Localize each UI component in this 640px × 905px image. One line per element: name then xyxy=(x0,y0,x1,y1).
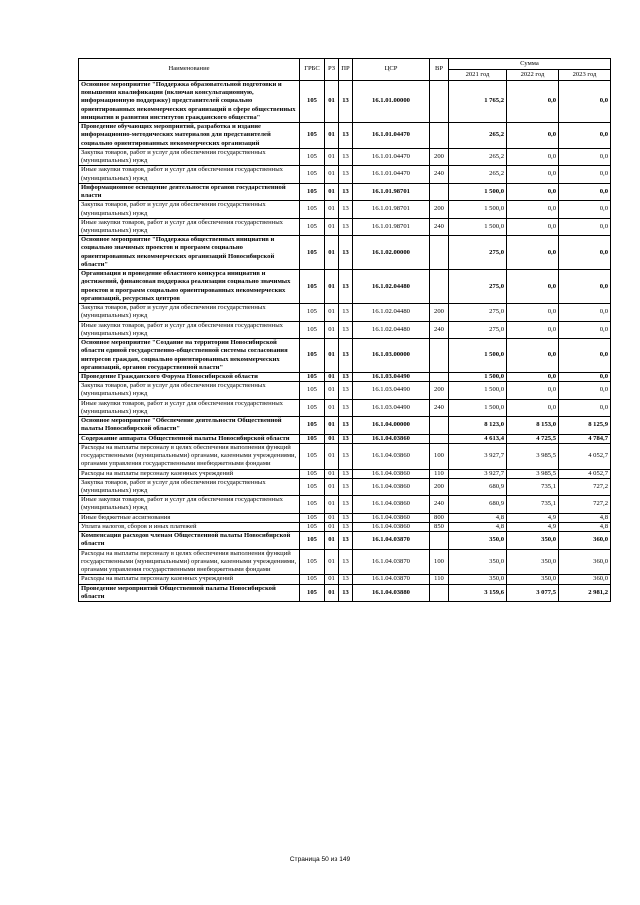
table-row xyxy=(79,522,611,531)
row-csr: 16.1.01.98701 xyxy=(353,183,430,200)
row-vr xyxy=(430,417,449,434)
header-csr: ЦСР xyxy=(353,59,430,81)
row-sum-2022: 0,0 xyxy=(507,399,559,416)
row-name: Закупка товаров, работ и услуг для обеспечения государственных (муниципальных) нужд xyxy=(79,304,300,321)
row-rz: 01 xyxy=(325,575,339,584)
row-grbs: 105 xyxy=(300,236,325,270)
row-rz: 01 xyxy=(325,469,339,478)
row-pr: 13 xyxy=(339,148,353,165)
row-sum-2022: 0,0 xyxy=(507,339,559,373)
row-sum-2021: 1 500,0 xyxy=(449,382,507,399)
row-vr: 200 xyxy=(430,201,449,218)
row-name: Иные закупки товаров, работ и услуг для обеспечения государственных (муниципальных) нужд xyxy=(79,218,300,235)
row-rz: 01 xyxy=(325,478,339,495)
header-name: Наименование xyxy=(79,59,300,81)
row-sum-2021: 3 159,6 xyxy=(449,584,507,601)
row-rz: 01 xyxy=(325,522,339,531)
header-vr: ВР xyxy=(430,59,449,81)
row-name: Иные закупки товаров, работ и услуг для обеспечения государственных (муниципальных) нужд xyxy=(79,166,300,183)
row-grbs: 105 xyxy=(300,399,325,416)
row-sum-2021: 4 613,4 xyxy=(449,434,507,443)
table-row xyxy=(79,434,611,443)
row-vr xyxy=(430,372,449,381)
row-vr: 200 xyxy=(430,148,449,165)
row-csr: 16.1.03.04490 xyxy=(353,399,430,416)
row-vr: 240 xyxy=(430,399,449,416)
row-sum-2021: 275,0 xyxy=(449,270,507,304)
row-pr: 13 xyxy=(339,478,353,495)
row-sum-2023: 0,0 xyxy=(559,81,611,123)
table-row xyxy=(79,382,611,399)
row-sum-2023: 727,2 xyxy=(559,496,611,513)
row-sum-2021: 1 500,0 xyxy=(449,201,507,218)
table-row xyxy=(79,575,611,584)
row-name: Проведение обучающих мероприятий, разработка и издание информационно-методических материалов для представителей социально ориентированных некоммерческих организаций xyxy=(79,123,300,149)
row-sum-2021: 350,0 xyxy=(449,549,507,575)
row-grbs: 105 xyxy=(300,584,325,601)
row-csr: 16.1.01.00000 xyxy=(353,81,430,123)
row-grbs: 105 xyxy=(300,443,325,469)
row-name: Проведение Гражданского Форума Новосибирской области xyxy=(79,372,300,381)
row-csr: 16.1.04.03860 xyxy=(353,434,430,443)
table-row xyxy=(79,478,611,495)
row-grbs: 105 xyxy=(300,469,325,478)
row-vr: 240 xyxy=(430,218,449,235)
row-vr: 240 xyxy=(430,321,449,338)
row-grbs: 105 xyxy=(300,123,325,149)
row-csr: 16.1.04.03860 xyxy=(353,522,430,531)
row-pr: 13 xyxy=(339,123,353,149)
row-sum-2022: 3 985,5 xyxy=(507,469,559,478)
row-sum-2023: 0,0 xyxy=(559,382,611,399)
row-grbs: 105 xyxy=(300,496,325,513)
table-row xyxy=(79,148,611,165)
row-name: Расходы на выплаты персоналу казенных учреждений xyxy=(79,469,300,478)
row-sum-2023: 4,8 xyxy=(559,513,611,522)
row-sum-2023: 360,0 xyxy=(559,575,611,584)
row-rz: 01 xyxy=(325,372,339,381)
row-vr: 850 xyxy=(430,522,449,531)
table-row xyxy=(79,81,611,123)
row-rz: 01 xyxy=(325,532,339,549)
table-row xyxy=(79,218,611,235)
row-vr xyxy=(430,532,449,549)
row-sum-2023: 2 981,2 xyxy=(559,584,611,601)
row-rz: 01 xyxy=(325,304,339,321)
row-pr: 13 xyxy=(339,183,353,200)
row-name: Расходы на выплаты персоналу в целях обеспечения выполнения функций государственными (муниципальными) органами, казенными учреждениями, органами управления государственными внебюджетными фондами xyxy=(79,443,300,469)
row-name: Иные закупки товаров, работ и услуг для обеспечения государственных (муниципальных) нужд xyxy=(79,321,300,338)
row-pr: 13 xyxy=(339,270,353,304)
row-pr: 13 xyxy=(339,417,353,434)
row-rz: 01 xyxy=(325,81,339,123)
row-sum-2022: 0,0 xyxy=(507,218,559,235)
table-row xyxy=(79,270,611,304)
row-csr: 16.1.04.03880 xyxy=(353,584,430,601)
row-vr xyxy=(430,339,449,373)
row-grbs: 105 xyxy=(300,218,325,235)
row-vr xyxy=(430,183,449,200)
row-grbs: 105 xyxy=(300,148,325,165)
row-rz: 01 xyxy=(325,382,339,399)
row-name: Основное мероприятие "Обеспечение деятельности Общественной палаты Новосибирской области" xyxy=(79,417,300,434)
row-name: Иные бюджетные ассигнования xyxy=(79,513,300,522)
row-sum-2023: 0,0 xyxy=(559,270,611,304)
row-name: Закупка товаров, работ и услуг для обеспечения государственных (муниципальных) нужд xyxy=(79,478,300,495)
header-pr: ПР xyxy=(339,59,353,81)
row-sum-2021: 3 927,7 xyxy=(449,443,507,469)
row-sum-2022: 0,0 xyxy=(507,81,559,123)
row-name: Уплата налогов, сборов и иных платежей xyxy=(79,522,300,531)
row-sum-2023: 4 052,7 xyxy=(559,443,611,469)
row-csr: 16.1.04.03870 xyxy=(353,532,430,549)
row-pr: 13 xyxy=(339,339,353,373)
row-name: Закупка товаров, работ и услуг для обеспечения государственных (муниципальных) нужд xyxy=(79,148,300,165)
row-vr: 240 xyxy=(430,496,449,513)
row-csr: 16.1.02.00000 xyxy=(353,236,430,270)
row-sum-2022: 0,0 xyxy=(507,321,559,338)
row-sum-2022: 0,0 xyxy=(507,123,559,149)
header-year-2022: 2022 год xyxy=(507,70,559,81)
row-pr: 13 xyxy=(339,399,353,416)
row-csr: 16.1.04.03860 xyxy=(353,443,430,469)
row-sum-2022: 0,0 xyxy=(507,304,559,321)
budget-table xyxy=(78,58,611,602)
page-number: Страница 50 из 149 xyxy=(289,856,351,863)
row-sum-2021: 275,0 xyxy=(449,321,507,338)
row-rz: 01 xyxy=(325,218,339,235)
row-sum-2021: 265,2 xyxy=(449,148,507,165)
row-sum-2022: 4,9 xyxy=(507,522,559,531)
row-grbs: 105 xyxy=(300,166,325,183)
row-grbs: 105 xyxy=(300,532,325,549)
row-name: Содержание аппарата Общественной палаты Новосибирской области xyxy=(79,434,300,443)
row-rz: 01 xyxy=(325,236,339,270)
row-vr xyxy=(430,270,449,304)
row-grbs: 105 xyxy=(300,201,325,218)
row-csr: 16.1.01.04470 xyxy=(353,166,430,183)
row-sum-2021: 1 765,2 xyxy=(449,81,507,123)
row-sum-2023: 0,0 xyxy=(559,183,611,200)
row-pr: 13 xyxy=(339,496,353,513)
row-sum-2022: 4 725,5 xyxy=(507,434,559,443)
row-vr xyxy=(430,434,449,443)
row-vr: 110 xyxy=(430,469,449,478)
row-csr: 16.1.04.03860 xyxy=(353,478,430,495)
row-grbs: 105 xyxy=(300,522,325,531)
row-rz: 01 xyxy=(325,321,339,338)
row-rz: 01 xyxy=(325,339,339,373)
row-sum-2022: 735,1 xyxy=(507,478,559,495)
row-sum-2021: 1 500,0 xyxy=(449,372,507,381)
row-vr xyxy=(430,236,449,270)
row-csr: 16.1.04.03860 xyxy=(353,513,430,522)
row-pr: 13 xyxy=(339,532,353,549)
row-csr: 16.1.01.98701 xyxy=(353,201,430,218)
header-sum: Сумма xyxy=(449,59,611,70)
row-sum-2023: 0,0 xyxy=(559,372,611,381)
row-name: Информационное освещение деятельности органов государственной власти xyxy=(79,183,300,200)
row-csr: 16.1.03.00000 xyxy=(353,339,430,373)
row-sum-2021: 350,0 xyxy=(449,575,507,584)
row-sum-2021: 265,2 xyxy=(449,123,507,149)
row-csr: 16.1.04.00000 xyxy=(353,417,430,434)
row-vr: 200 xyxy=(430,478,449,495)
row-grbs: 105 xyxy=(300,183,325,200)
row-rz: 01 xyxy=(325,434,339,443)
row-sum-2022: 0,0 xyxy=(507,236,559,270)
row-csr: 16.1.04.03860 xyxy=(353,496,430,513)
row-name: Проведение мероприятий Общественной палаты Новосибирской области xyxy=(79,584,300,601)
table-row xyxy=(79,183,611,200)
row-rz: 01 xyxy=(325,399,339,416)
row-sum-2023: 0,0 xyxy=(559,304,611,321)
row-pr: 13 xyxy=(339,166,353,183)
row-sum-2023: 0,0 xyxy=(559,123,611,149)
row-rz: 01 xyxy=(325,201,339,218)
row-rz: 01 xyxy=(325,443,339,469)
table-row xyxy=(79,469,611,478)
row-csr: 16.1.04.03870 xyxy=(353,575,430,584)
row-sum-2023: 0,0 xyxy=(559,166,611,183)
table-row xyxy=(79,549,611,575)
row-grbs: 105 xyxy=(300,549,325,575)
row-pr: 13 xyxy=(339,522,353,531)
row-rz: 01 xyxy=(325,549,339,575)
table-row xyxy=(79,201,611,218)
row-name: Расходы на выплаты персоналу в целях обеспечения выполнения функций государственными (муниципальными) органами, казенными учреждениями, органами управления государственными внебюджетными фондами xyxy=(79,549,300,575)
row-sum-2022: 4,9 xyxy=(507,513,559,522)
row-vr xyxy=(430,584,449,601)
row-grbs: 105 xyxy=(300,417,325,434)
row-csr: 16.1.02.04480 xyxy=(353,321,430,338)
row-name: Закупка товаров, работ и услуг для обеспечения государственных (муниципальных) нужд xyxy=(79,382,300,399)
row-name: Основное мероприятие "Поддержка образовательной подготовки и повышения квалификации (включая консультационную, информационную поддержку) представителей социально ориентированных некоммерческих организаций в сфере общественных инициатив и развития институтов гражданского общества" xyxy=(79,81,300,123)
row-rz: 01 xyxy=(325,123,339,149)
row-sum-2023: 0,0 xyxy=(559,399,611,416)
row-name: Иные закупки товаров, работ и услуг для обеспечения государственных (муниципальных) нужд xyxy=(79,399,300,416)
row-sum-2022: 3 077,5 xyxy=(507,584,559,601)
table-header xyxy=(79,59,611,81)
row-sum-2021: 680,9 xyxy=(449,496,507,513)
row-sum-2021: 350,0 xyxy=(449,532,507,549)
row-pr: 13 xyxy=(339,321,353,338)
header-rz: РЗ xyxy=(325,59,339,81)
row-pr: 13 xyxy=(339,584,353,601)
row-csr: 16.1.04.03860 xyxy=(353,469,430,478)
row-csr: 16.1.01.98701 xyxy=(353,218,430,235)
row-rz: 01 xyxy=(325,270,339,304)
header-grbs: ГРБС xyxy=(300,59,325,81)
row-pr: 13 xyxy=(339,575,353,584)
row-sum-2022: 0,0 xyxy=(507,166,559,183)
row-name: Основное мероприятие "Создание на территории Новосибирской области единой государственно-общественной системы согласования интересов граждан, социально ориентированных некоммерческих организаций, органов государственной власти" xyxy=(79,339,300,373)
row-sum-2022: 8 153,0 xyxy=(507,417,559,434)
row-grbs: 105 xyxy=(300,81,325,123)
row-grbs: 105 xyxy=(300,270,325,304)
row-sum-2021: 680,9 xyxy=(449,478,507,495)
table-row xyxy=(79,443,611,469)
row-name: Основное мероприятие "Поддержка общественных инициатив и социально значимых проектов и программ социально ориентированных некоммерческих организаций Новосибирской области" xyxy=(79,236,300,270)
row-sum-2023: 0,0 xyxy=(559,321,611,338)
row-vr: 100 xyxy=(430,443,449,469)
row-sum-2021: 275,0 xyxy=(449,304,507,321)
row-rz: 01 xyxy=(325,584,339,601)
row-sum-2022: 0,0 xyxy=(507,183,559,200)
row-pr: 13 xyxy=(339,236,353,270)
table-row xyxy=(79,532,611,549)
row-sum-2023: 360,0 xyxy=(559,549,611,575)
table-row xyxy=(79,584,611,601)
header-year-2021: 2021 год xyxy=(449,70,507,81)
row-csr: 16.1.02.04480 xyxy=(353,304,430,321)
row-name: Закупка товаров, работ и услуг для обеспечения государственных (муниципальных) нужд xyxy=(79,201,300,218)
row-csr: 16.1.02.04480 xyxy=(353,270,430,304)
table-row xyxy=(79,321,611,338)
row-pr: 13 xyxy=(339,372,353,381)
row-sum-2023: 0,0 xyxy=(559,339,611,373)
row-sum-2023: 4,8 xyxy=(559,522,611,531)
row-name: Расходы на выплаты персоналу казенных учреждений xyxy=(79,575,300,584)
row-csr: 16.1.03.04490 xyxy=(353,382,430,399)
row-sum-2022: 0,0 xyxy=(507,372,559,381)
row-sum-2022: 0,0 xyxy=(507,148,559,165)
row-sum-2022: 735,1 xyxy=(507,496,559,513)
row-sum-2022: 0,0 xyxy=(507,201,559,218)
row-pr: 13 xyxy=(339,549,353,575)
row-rz: 01 xyxy=(325,166,339,183)
row-sum-2022: 3 985,5 xyxy=(507,443,559,469)
row-sum-2023: 360,0 xyxy=(559,532,611,549)
row-sum-2023: 0,0 xyxy=(559,148,611,165)
row-sum-2023: 0,0 xyxy=(559,201,611,218)
row-pr: 13 xyxy=(339,382,353,399)
row-grbs: 105 xyxy=(300,434,325,443)
table-row xyxy=(79,513,611,522)
row-grbs: 105 xyxy=(300,339,325,373)
row-pr: 13 xyxy=(339,469,353,478)
row-vr: 800 xyxy=(430,513,449,522)
row-sum-2023: 0,0 xyxy=(559,218,611,235)
row-sum-2023: 8 125,9 xyxy=(559,417,611,434)
row-rz: 01 xyxy=(325,148,339,165)
row-pr: 13 xyxy=(339,513,353,522)
row-grbs: 105 xyxy=(300,478,325,495)
row-sum-2021: 8 123,0 xyxy=(449,417,507,434)
row-rz: 01 xyxy=(325,183,339,200)
row-csr: 16.1.03.04490 xyxy=(353,372,430,381)
row-vr: 200 xyxy=(430,382,449,399)
row-rz: 01 xyxy=(325,513,339,522)
row-sum-2023: 727,2 xyxy=(559,478,611,495)
row-vr: 100 xyxy=(430,549,449,575)
row-name: Компенсация расходов членам Общественной палаты Новосибирской области xyxy=(79,532,300,549)
table-row xyxy=(79,339,611,373)
row-sum-2021: 4,8 xyxy=(449,522,507,531)
row-vr: 110 xyxy=(430,575,449,584)
table-row xyxy=(79,399,611,416)
row-grbs: 105 xyxy=(300,321,325,338)
row-sum-2023: 4 052,7 xyxy=(559,469,611,478)
row-sum-2021: 1 500,0 xyxy=(449,218,507,235)
row-sum-2021: 4,8 xyxy=(449,513,507,522)
row-name: Организация и проведение областного конкурса инициатив и достижений, финансовая поддержка реализации социально значимых проектов и программ социально ориентированных некоммерческих организаций, ресурсных центров xyxy=(79,270,300,304)
row-vr: 200 xyxy=(430,304,449,321)
row-csr: 16.1.01.04470 xyxy=(353,148,430,165)
row-sum-2022: 350,0 xyxy=(507,549,559,575)
table-row xyxy=(79,166,611,183)
row-sum-2023: 0,0 xyxy=(559,236,611,270)
table-body xyxy=(79,81,611,602)
row-rz: 01 xyxy=(325,496,339,513)
table-row xyxy=(79,304,611,321)
table-row xyxy=(79,417,611,434)
table-row xyxy=(79,372,611,381)
row-csr: 16.1.01.04470 xyxy=(353,123,430,149)
row-pr: 13 xyxy=(339,218,353,235)
row-sum-2022: 350,0 xyxy=(507,532,559,549)
row-grbs: 105 xyxy=(300,513,325,522)
row-sum-2021: 265,2 xyxy=(449,166,507,183)
row-sum-2021: 275,0 xyxy=(449,236,507,270)
row-pr: 13 xyxy=(339,201,353,218)
row-pr: 13 xyxy=(339,443,353,469)
row-sum-2021: 1 500,0 xyxy=(449,183,507,200)
header-year-2023: 2023 год xyxy=(559,70,611,81)
row-name: Иные закупки товаров, работ и услуг для обеспечения государственных (муниципальных) нужд xyxy=(79,496,300,513)
row-pr: 13 xyxy=(339,81,353,123)
row-sum-2022: 0,0 xyxy=(507,382,559,399)
row-vr xyxy=(430,81,449,123)
row-pr: 13 xyxy=(339,304,353,321)
row-sum-2023: 4 784,7 xyxy=(559,434,611,443)
row-grbs: 105 xyxy=(300,575,325,584)
row-sum-2022: 0,0 xyxy=(507,270,559,304)
row-csr: 16.1.04.03870 xyxy=(353,549,430,575)
row-sum-2021: 1 500,0 xyxy=(449,399,507,416)
row-vr: 240 xyxy=(430,166,449,183)
row-vr xyxy=(430,123,449,149)
row-sum-2021: 1 500,0 xyxy=(449,339,507,373)
row-sum-2021: 3 927,7 xyxy=(449,469,507,478)
table-row xyxy=(79,496,611,513)
row-grbs: 105 xyxy=(300,382,325,399)
row-pr: 13 xyxy=(339,434,353,443)
row-grbs: 105 xyxy=(300,372,325,381)
table-row xyxy=(79,236,611,270)
row-sum-2022: 350,0 xyxy=(507,575,559,584)
row-grbs: 105 xyxy=(300,304,325,321)
row-rz: 01 xyxy=(325,417,339,434)
table-row xyxy=(79,123,611,149)
